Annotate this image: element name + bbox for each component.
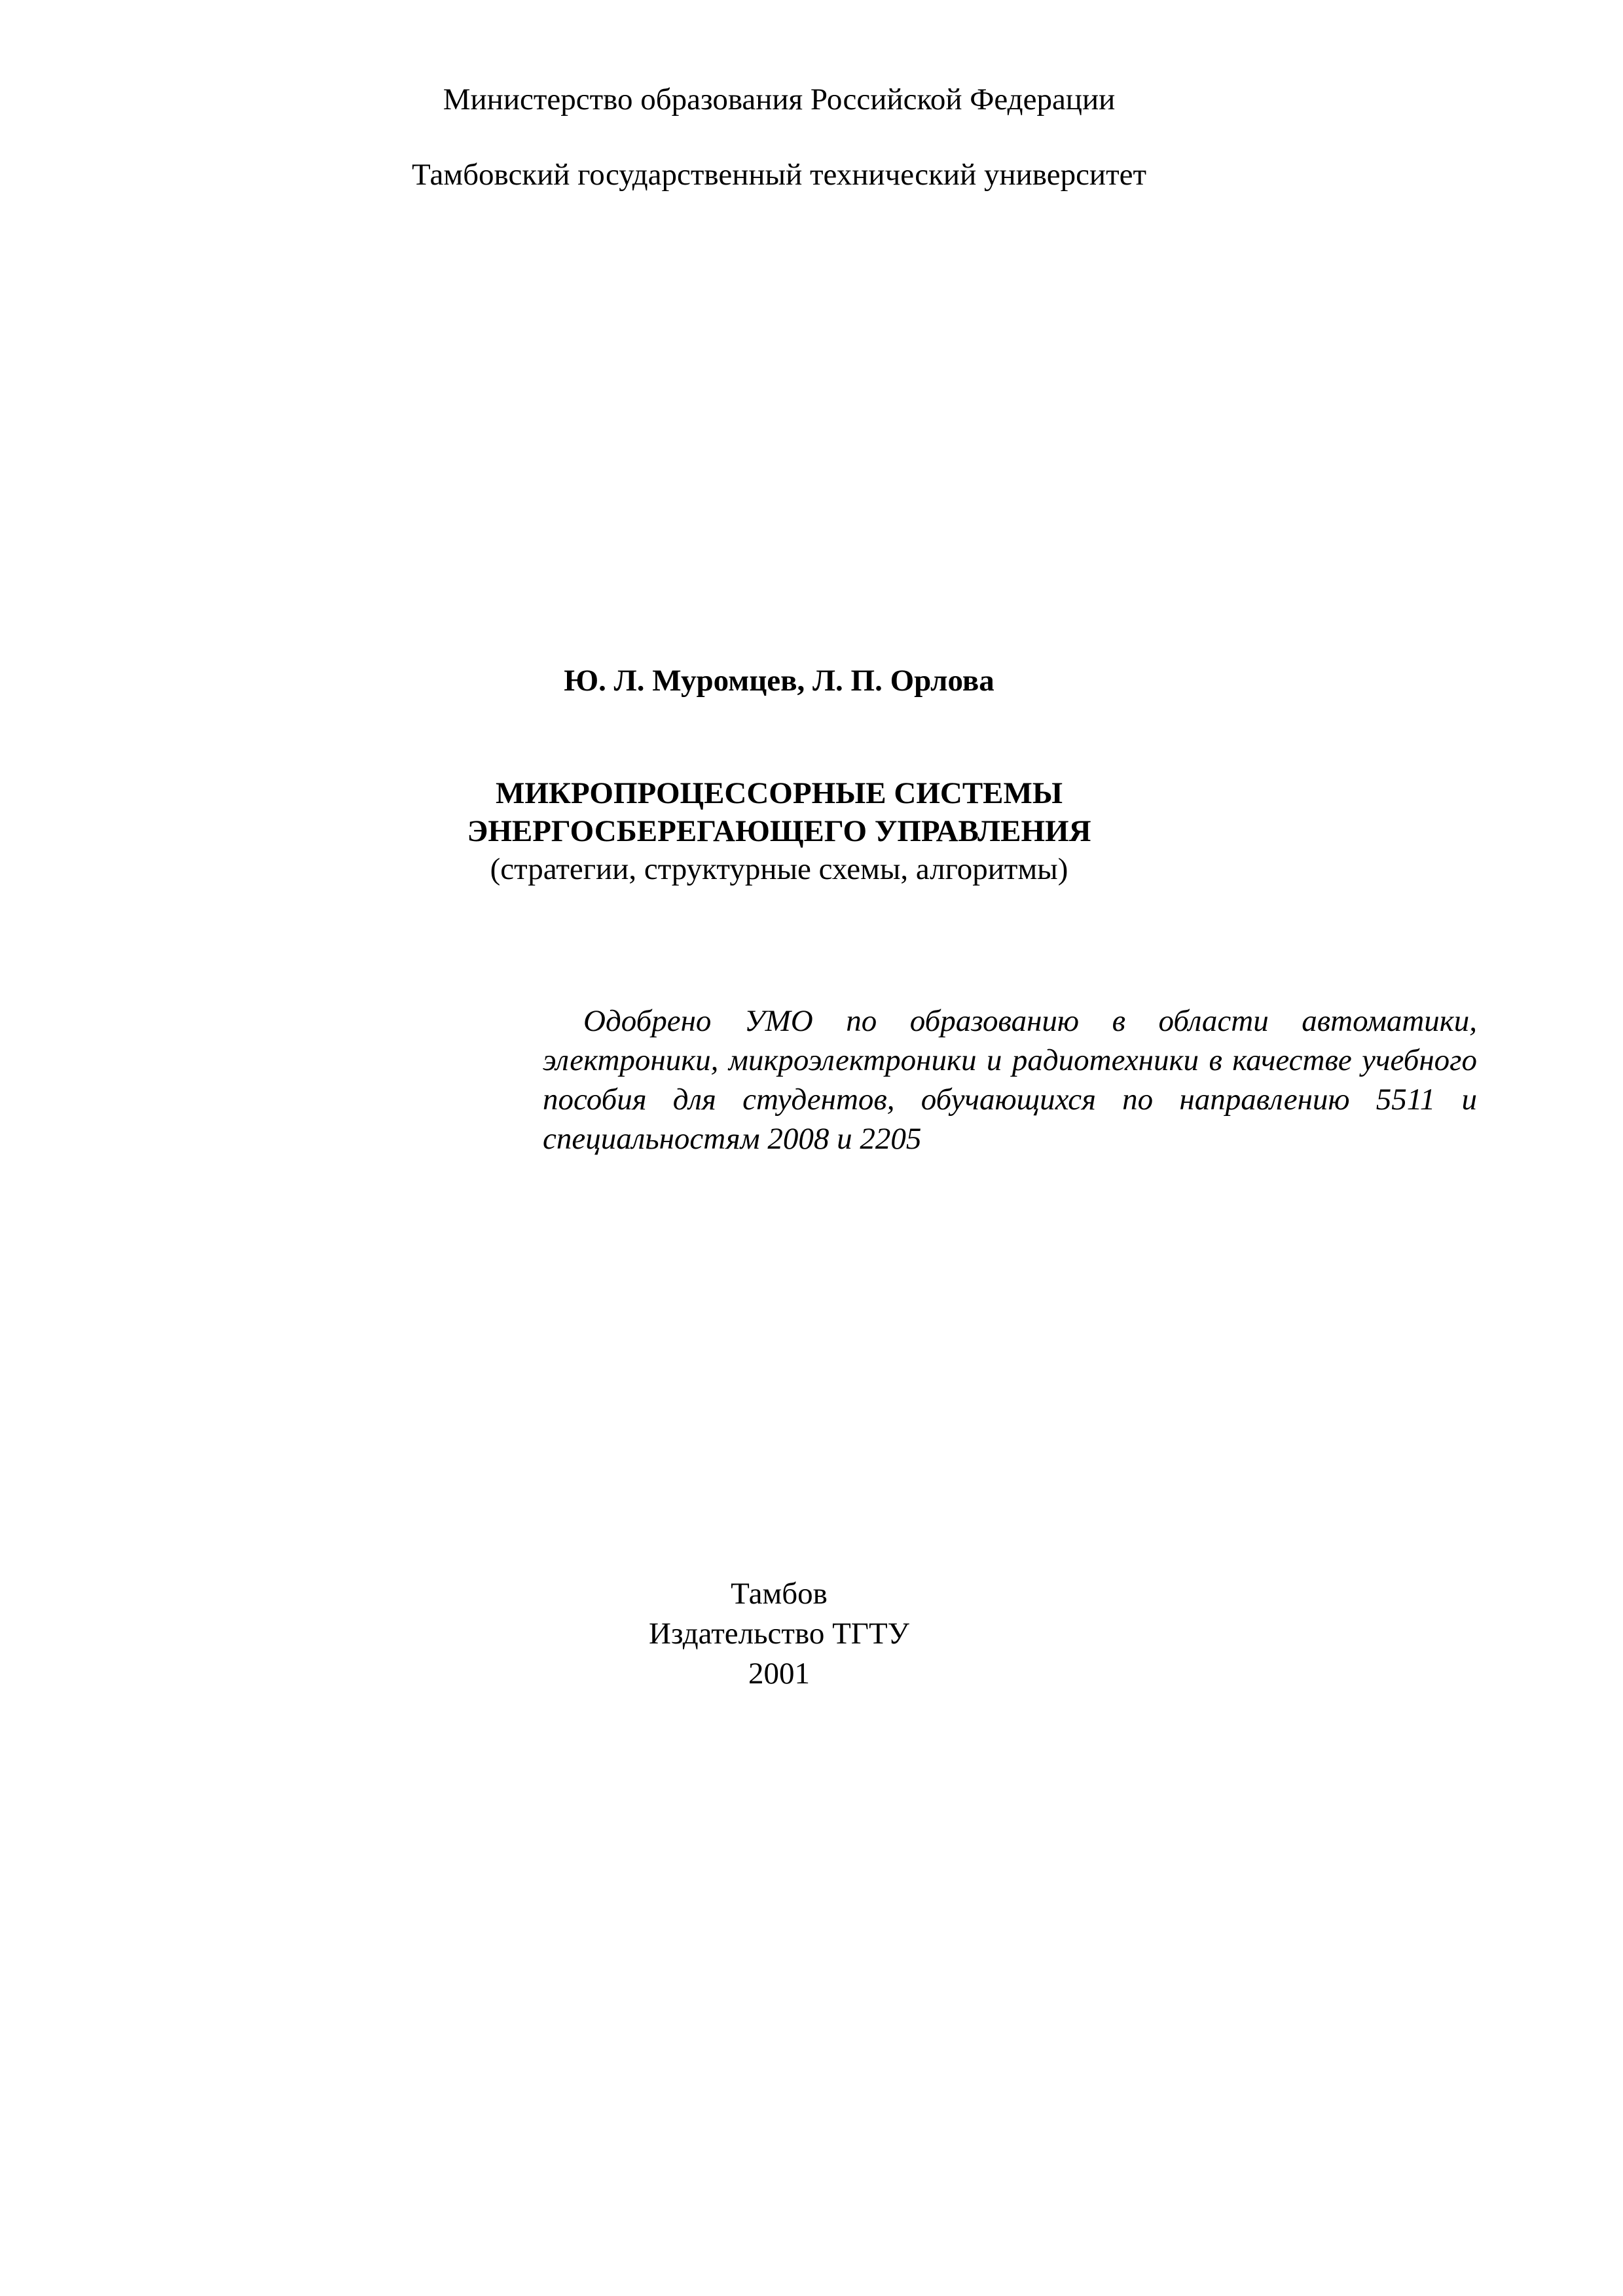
book-title-line-1: МИКРОПРОЦЕССОРНЫЕ СИСТЕМЫ (495, 776, 1063, 810)
imprint-city: Тамбов (731, 1577, 828, 1611)
book-title-line-2: ЭНЕРГОСБЕРЕГАЮЩЕГО УПРАВЛЕНИЯ (467, 814, 1091, 848)
ministry-line: Министерство образования Российской Федерации (443, 82, 1116, 117)
authors: Ю. Л. Муромцев, Л. П. Орлова (564, 664, 994, 698)
book-subtitle: (стратегии, структурные схемы, алгоритмы) (490, 852, 1068, 886)
university-line: Тамбовский государственный технический университет (411, 158, 1147, 192)
imprint-year: 2001 (748, 1657, 810, 1691)
imprint-publisher: Издательство ТГТУ (649, 1617, 909, 1651)
approval-note: Одобрено УМО по образованию в области автоматики, электроники, микроэлектроники и радиотехники в качестве учебного пособия для студентов, обучающихся по направлению 5511 и специальностям 2008 и 2205 (543, 1004, 1477, 1156)
